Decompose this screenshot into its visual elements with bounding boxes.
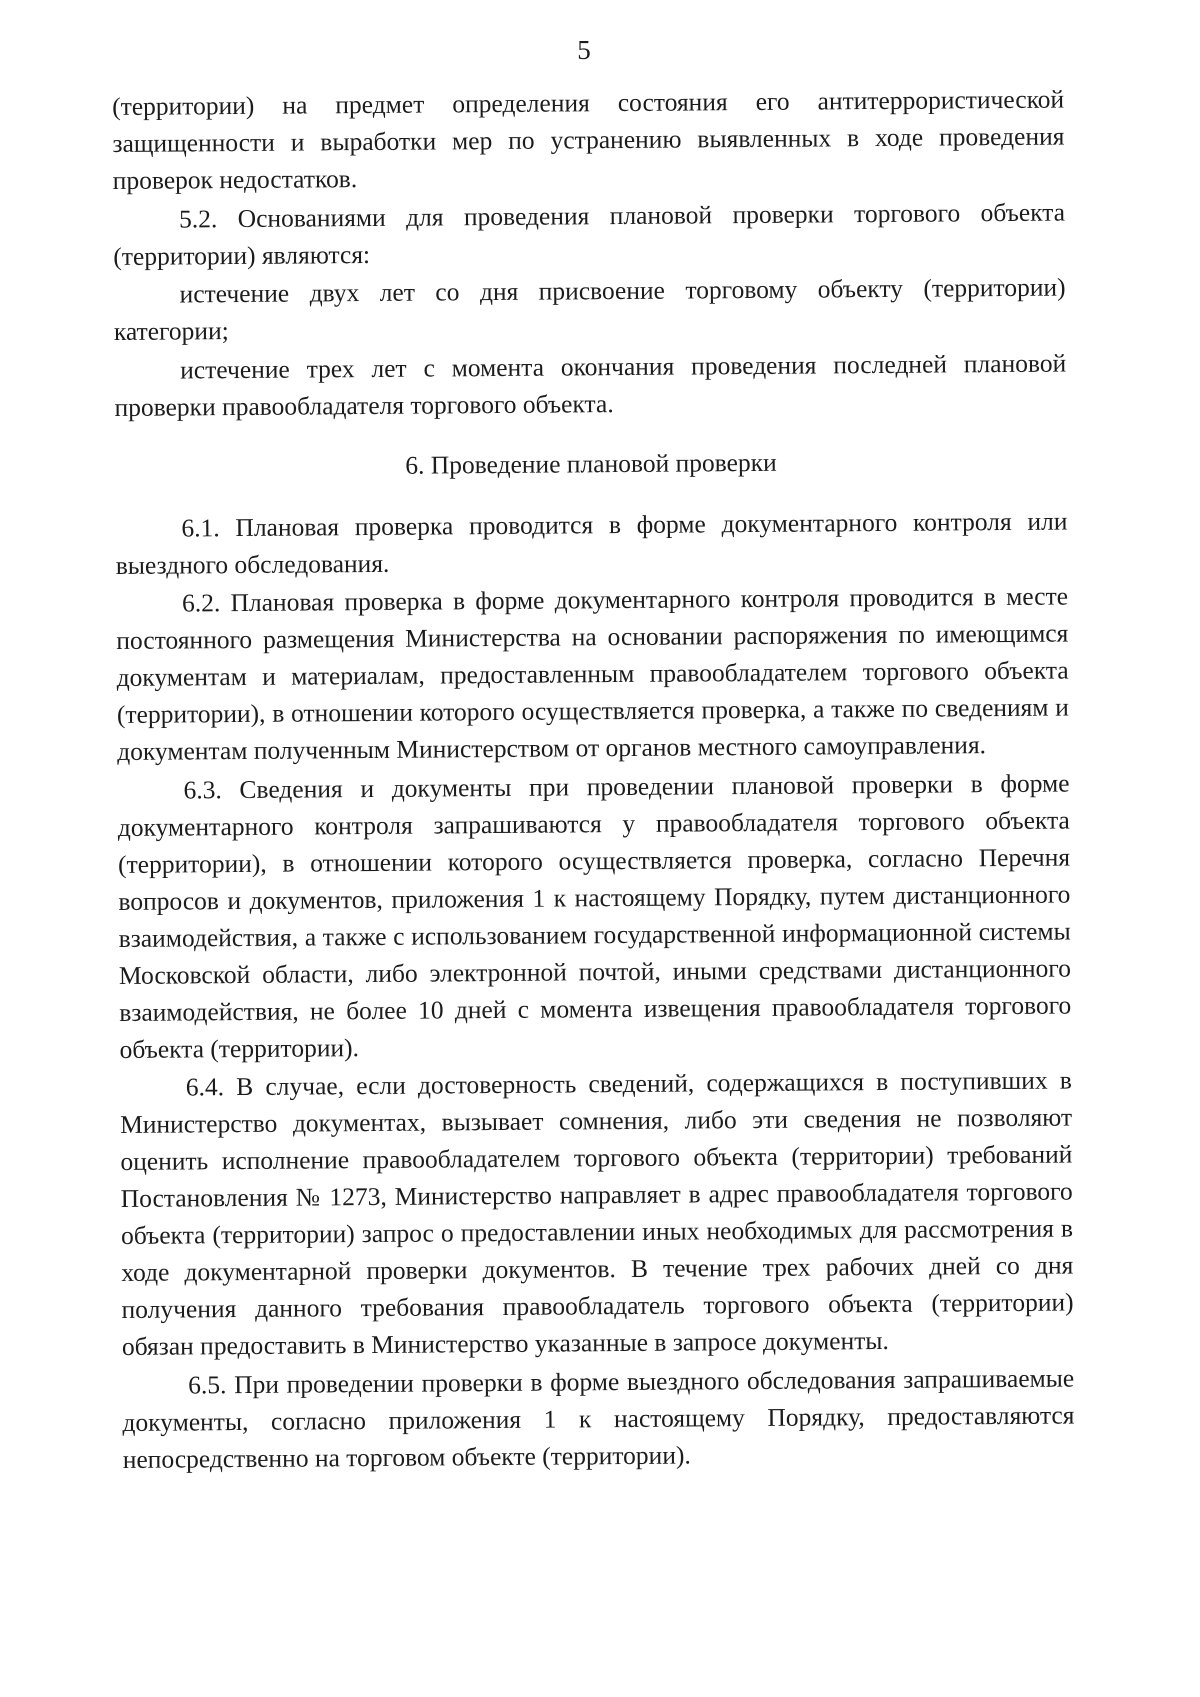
paragraph-6-3: 6.3. Сведения и документы при проведении плановой проверки в форме документарного контроля запрашиваются у правообладателя торгового объекта (территории), в отношении которого осуществляется проверка, согласно Перечня вопросов и документов, приложения 1 к настоящему Порядку, путем дистанционного взаимодействия, а также с использованием государственной информационной системы Московской области, либо электронной почтой, иными средствами дистанционного взаимодействия, не более 10 дней с момента извещения правообладателя торгового объекта (территории). — [117, 768, 1072, 1064]
paragraph-continuation: (территории) на предмет определения состояния его антитеррористической защищенности и выработки мер по устранению выявленных в ходе проведения проверок недостатков. — [112, 84, 1065, 195]
page-number: 5 — [577, 35, 591, 65]
paragraph-6-1: 6.1. Плановая проверка проводится в форме документарного контроля или выездного обследования. — [115, 506, 1068, 580]
section-heading: 6. Проведение плановой проверки — [405, 447, 777, 480]
document-body — [112, 81, 1075, 1479]
paragraph-grounds-item-1: истечение двух лет со дня присвоение торговому объекту (территории) категории; — [113, 272, 1066, 346]
paragraph-6-5: 6.5. При проведении проверки в форме выездного обследования запрашиваемые документы, согласно приложения 1 к настоящему Порядку, предоставляются непосредственно на торговом объекте (территории). — [122, 1362, 1075, 1474]
paragraph-6-2: 6.2. Плановая проверка в форме документарного контроля проводится в месте постоянного размещения Министерства на основании распоряжения по имеющимся документам и материалам, предоставленным правообладателем торгового объекта (территории), в отношении которого осуществляется проверка, а также по сведениям и документам полученным Министерством от органов местного самоуправления. — [116, 581, 1070, 766]
paragraph-grounds-item-2: истечение трех лет с момента окончания проведения последней плановой проверки правообладателя торгового объекта. — [114, 348, 1067, 422]
paragraph-6-4: 6.4. В случае, если достоверность сведений, содержащихся в поступивших в Министерство документах, вызывает сомнения, либо эти сведения не позволяют оценить исполнение правообладателем торгового объекта (территории) требований Постановления № 1273, Министерство направляет в адрес правообладателя торгового объекта (территории) запрос о предоставлении иных необходимых для рассмотрения в ходе документарной проверки документов. В течение трех рабочих дней со дня получения данного требования правообладатель торгового объекта (территории) обязан предоставить в Министерство указанные в запросе документы. — [120, 1065, 1074, 1361]
paragraph-5-2: 5.2. Основаниями для проведения плановой проверки торгового объекта (территории) являются: — [113, 197, 1066, 271]
